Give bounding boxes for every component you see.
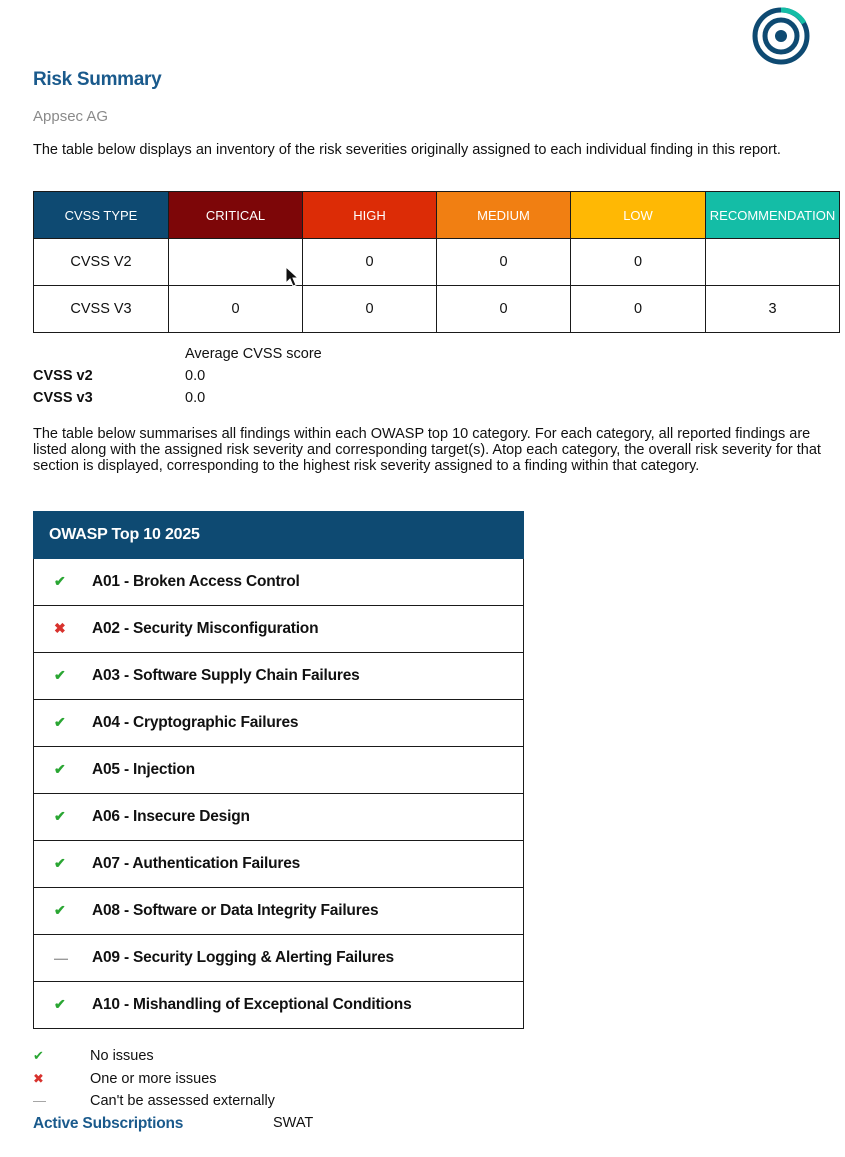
- legend-label: No issues: [90, 1048, 154, 1064]
- owasp-item-label: A08 - Software or Data Integrity Failures: [92, 902, 379, 919]
- legend-item: [33, 1071, 217, 1087]
- recommendation-cell: 3: [706, 286, 840, 333]
- table-row: [34, 935, 524, 982]
- table-row: [34, 841, 524, 888]
- severity-intro-text: The table below displays an inventory of the risk severities originally assigned to each individual finding in this report.: [33, 142, 781, 158]
- header-recommendation: RECOMMENDATION: [706, 192, 840, 239]
- owasp-item-label: A04 - Cryptographic Failures: [92, 714, 299, 731]
- critical-cell: 0: [169, 286, 303, 333]
- owasp-item-label: A06 - Insecure Design: [92, 808, 250, 825]
- medium-cell: 0: [437, 239, 571, 286]
- table-row: [34, 239, 840, 286]
- company-name: Appsec AG: [33, 108, 109, 125]
- table-row: [34, 606, 524, 653]
- mouse-pointer-icon: [285, 266, 299, 288]
- critical-cell: [169, 239, 303, 286]
- owasp-item-label: A02 - Security Misconfiguration: [92, 620, 319, 637]
- legend-item: [33, 1093, 275, 1109]
- high-cell: 0: [303, 239, 437, 286]
- page-title: Risk Summary: [33, 69, 162, 90]
- check-icon: ✔: [54, 855, 66, 872]
- header-critical: CRITICAL: [169, 192, 303, 239]
- owasp-item-label: A01 - Broken Access Control: [92, 573, 300, 590]
- check-icon: ✔: [33, 1048, 44, 1063]
- table-row: [34, 559, 524, 606]
- severity-table-header: [34, 192, 840, 239]
- cvss-type-cell: CVSS V2: [34, 239, 169, 286]
- dash-icon: —: [54, 949, 68, 966]
- target-rings-icon: [752, 7, 810, 65]
- check-icon: ✔: [54, 996, 66, 1013]
- average-row-v2: [33, 368, 205, 384]
- table-row: [34, 888, 524, 935]
- owasp-table: [33, 511, 524, 1029]
- table-row: [34, 982, 524, 1029]
- recommendation-cell: [706, 239, 840, 286]
- check-icon: ✔: [54, 902, 66, 919]
- average-value: 0.0: [185, 368, 206, 384]
- check-icon: ✔: [54, 761, 66, 778]
- average-row-v3: [33, 390, 205, 406]
- severity-table: [33, 191, 840, 333]
- legend-label: One or more issues: [90, 1071, 217, 1087]
- low-cell: 0: [571, 239, 706, 286]
- average-label: CVSS v3: [33, 390, 93, 406]
- dash-icon: —: [33, 1093, 46, 1108]
- header-high: HIGH: [303, 192, 437, 239]
- legend-label: Can't be assessed externally: [90, 1093, 275, 1109]
- check-icon: ✔: [54, 573, 66, 590]
- cross-icon: ✖: [54, 620, 66, 637]
- active-subscriptions-value: SWAT: [273, 1115, 314, 1131]
- header-cvss-type: CVSS TYPE: [34, 192, 169, 239]
- owasp-item-label: A05 - Injection: [92, 761, 195, 778]
- header-low: LOW: [571, 192, 706, 239]
- active-subscriptions-label: Active Subscriptions: [33, 1115, 184, 1132]
- average-value: 0.0: [185, 390, 206, 406]
- table-row: [34, 700, 524, 747]
- table-row: [34, 286, 840, 333]
- table-row: [34, 747, 524, 794]
- owasp-table-title: OWASP Top 10 2025: [34, 512, 524, 559]
- average-label: CVSS v2: [33, 368, 93, 384]
- owasp-item-label: A07 - Authentication Failures: [92, 855, 301, 872]
- owasp-item-label: A09 - Security Logging & Alerting Failures: [92, 949, 394, 966]
- medium-cell: 0: [437, 286, 571, 333]
- high-cell: 0: [303, 286, 437, 333]
- check-icon: ✔: [54, 714, 66, 731]
- legend-item: [33, 1048, 154, 1064]
- owasp-intro-text: The table below summarises all findings within each OWASP top 10 category. For each category, all reported findings are listed along with the assigned risk severity and corresponding target(s). Atop each category, the overall risk severity for that section is displayed, corresponding to the highest risk severity assigned to a finding within that category.: [33, 426, 821, 474]
- check-icon: ✔: [54, 808, 66, 825]
- average-score-heading: Average CVSS score: [185, 346, 322, 362]
- cvss-type-cell: CVSS V3: [34, 286, 169, 333]
- low-cell: 0: [571, 286, 706, 333]
- cross-icon: ✖: [33, 1071, 44, 1086]
- table-row: [34, 794, 524, 841]
- owasp-item-label: A03 - Software Supply Chain Failures: [92, 667, 360, 684]
- check-icon: ✔: [54, 667, 66, 684]
- owasp-item-label: A10 - Mishandling of Exceptional Conditions: [92, 996, 412, 1013]
- table-row: [34, 653, 524, 700]
- header-medium: MEDIUM: [437, 192, 571, 239]
